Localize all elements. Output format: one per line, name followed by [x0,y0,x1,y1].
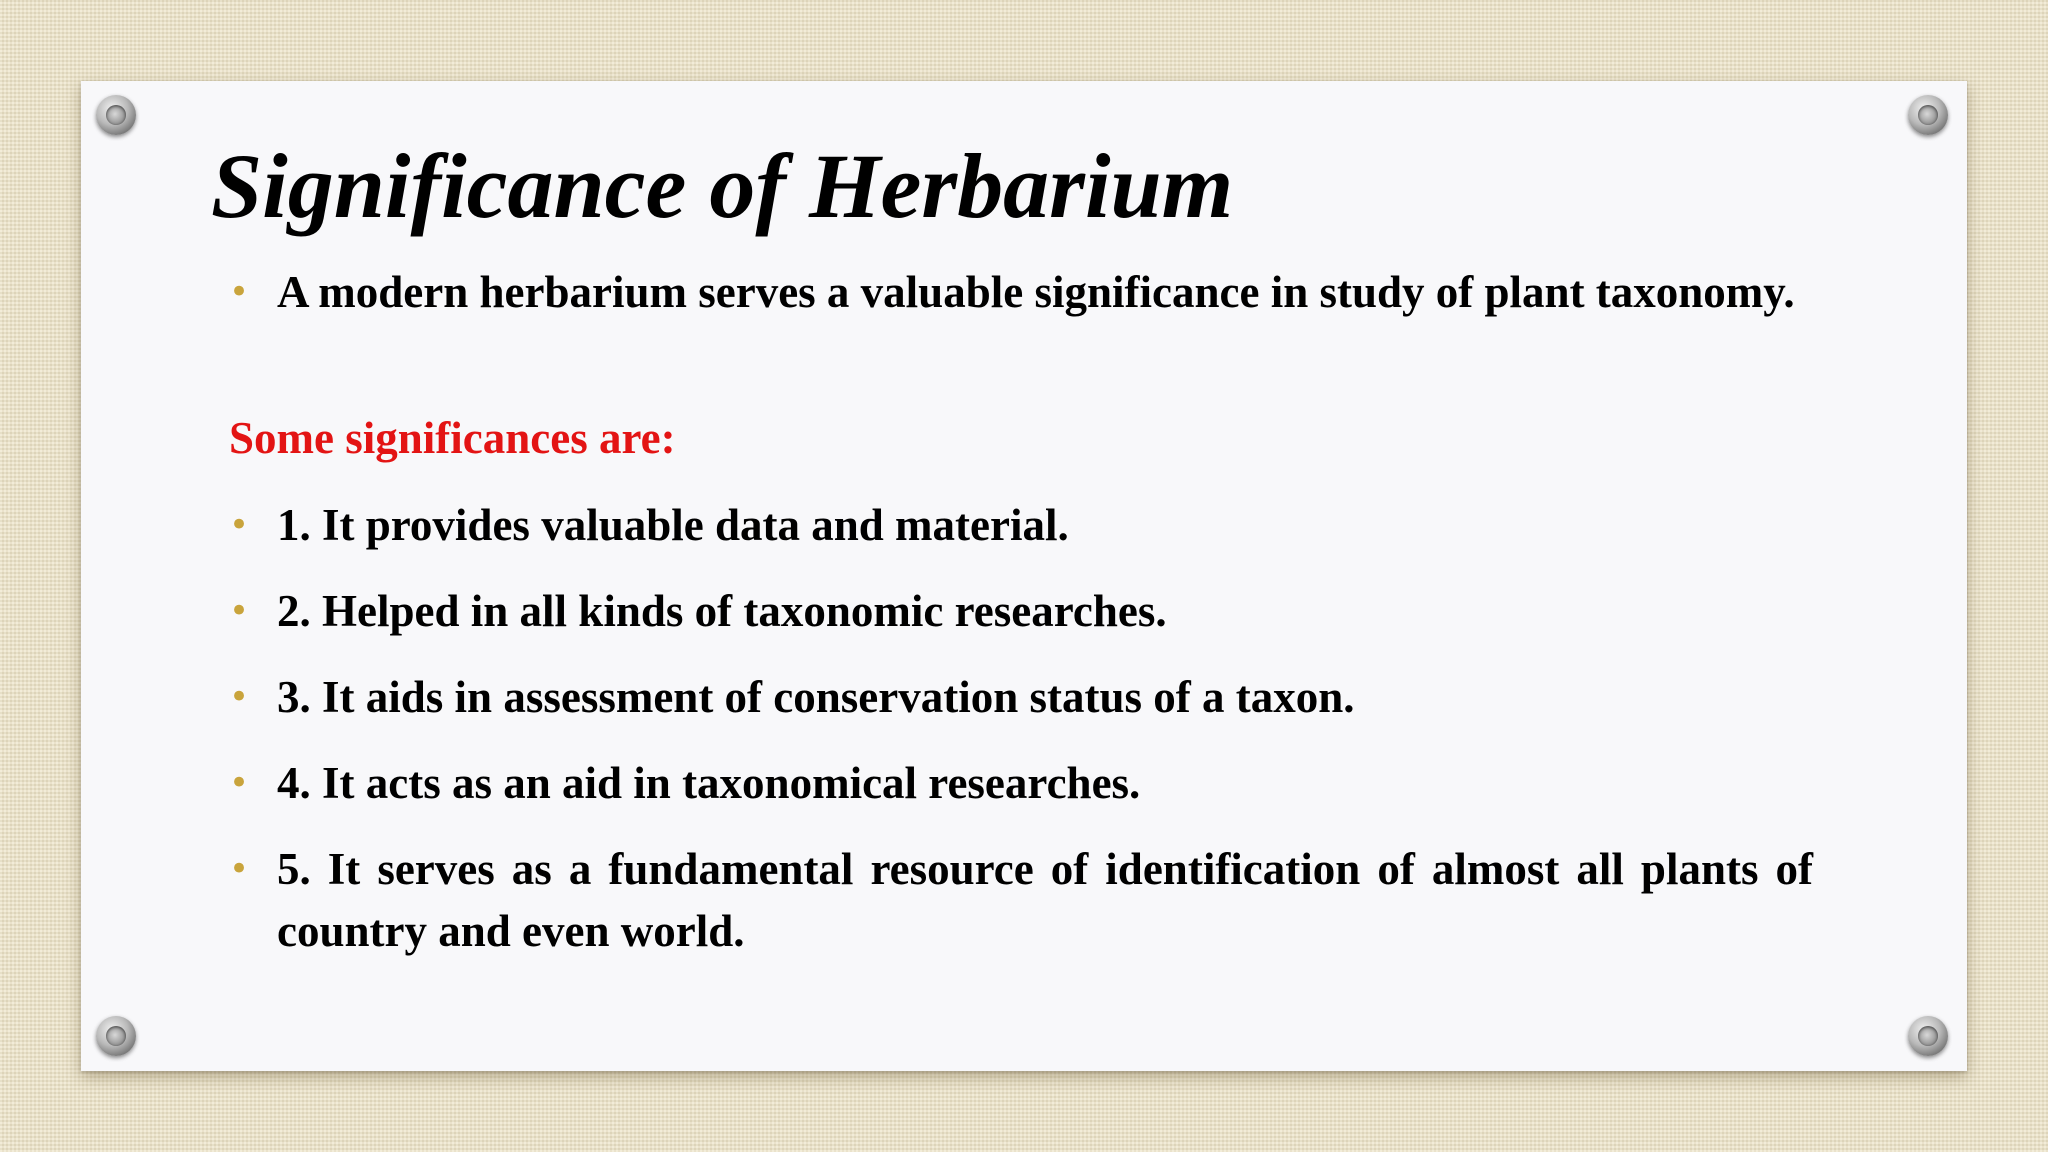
rivet-top-right-icon [1908,95,1948,135]
list-item-text: 2. Helped in all kinds of taxonomic researches. [277,586,1167,636]
bullet-icon: • [229,272,250,312]
list-item [229,752,1813,814]
list-item-text: 1. It provides valuable data and material. [277,500,1069,550]
rivet-bottom-right-icon [1908,1016,1948,1056]
intro-bullet [229,261,1813,323]
bullet-icon: • [229,677,250,717]
bullet-icon: • [229,591,250,631]
intro-text: A modern herbarium serves a valuable significance in study of plant taxonomy. [277,267,1795,317]
list-item [229,494,1813,556]
list-item-text: 3. It aids in assessment of conservation status of a taxon. [277,672,1355,722]
list-item [229,838,1813,962]
bullet-icon: • [229,849,250,889]
slide-title: Significance of Herbarium [211,135,1234,237]
list-item-text: 4. It acts as an aid in taxonomical researches. [277,758,1141,808]
list-item [229,580,1813,642]
list-item [229,666,1813,728]
slide-card [81,81,1967,1071]
list-item-text: 5. It serves as a fundamental resource of identification of almost all plants of country and even world. [277,844,1813,956]
rivet-top-left-icon [96,95,136,135]
subheading: Some significances are: [229,413,676,463]
bullet-icon: • [229,763,250,803]
rivet-bottom-left-icon [96,1016,136,1056]
bullet-icon: • [229,505,250,545]
